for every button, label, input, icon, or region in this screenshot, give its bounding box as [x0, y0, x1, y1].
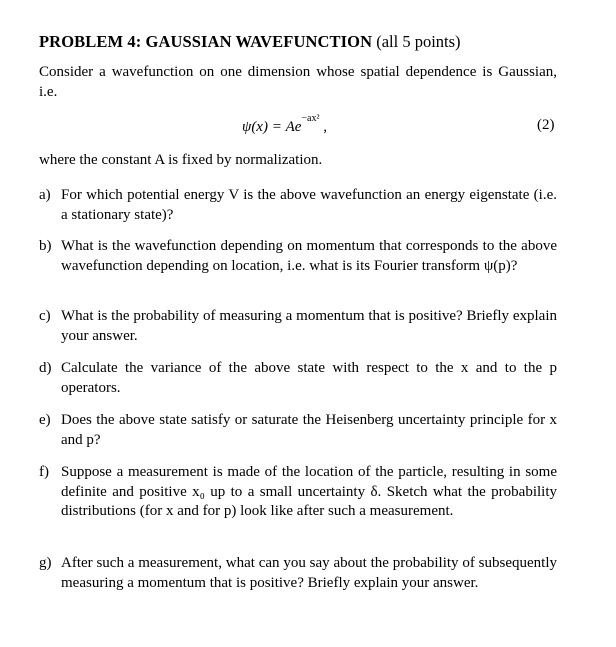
- part-g: [39, 554, 557, 593]
- equation-trail: ,: [323, 119, 327, 135]
- part-text: After such a measurement, what can you say about the probability of subsequently measuring a momentum that is positive? Briefly explain your answer.: [61, 555, 557, 591]
- equation-expression: [242, 113, 327, 136]
- part-text: What is the wavefunction depending on momentum that corresponds to the above wavefunction depending on location, i.e. what is its Fourier transform ψ(p)?: [61, 238, 557, 274]
- part-label: f): [39, 464, 49, 480]
- problem-title: [39, 32, 461, 52]
- part-e: [39, 411, 557, 450]
- equation-exponent: −ax²: [301, 113, 320, 124]
- part-text: For which potential energy V is the above wavefunction an energy eigenstate (i.e. a stationary state)?: [61, 187, 557, 223]
- equation-number: (2): [537, 117, 555, 133]
- part-text: Suppose a measurement is made of the location of the particle, resulting in some definite and positive x₀ up to a small uncertainty δ. Sketch what the probability distributions (for x and for p) look like after such a measurement.: [61, 464, 557, 519]
- problem-points: (all 5 points): [376, 32, 461, 51]
- equation-lhs: ψ(x) = Ae: [242, 119, 302, 135]
- equation-2: [0, 112, 616, 136]
- part-label: c): [39, 308, 51, 324]
- part-label: g): [39, 555, 52, 571]
- part-a: [39, 186, 557, 225]
- intro-paragraph: Consider a wavefunction on one dimension whose spatial dependence is Gaussian, i.e.: [39, 64, 557, 100]
- part-c: [39, 307, 557, 346]
- part-text: Does the above state satisfy or saturate the Heisenberg uncertainty principle for x and p?: [61, 412, 557, 448]
- part-label: d): [39, 360, 52, 376]
- part-text: Calculate the variance of the above state with respect to the x and to the p operators.: [61, 360, 557, 396]
- part-text: What is the probability of measuring a momentum that is positive? Briefly explain your answer.: [61, 308, 557, 344]
- part-b: [39, 237, 557, 276]
- part-label: e): [39, 412, 51, 428]
- part-label: b): [39, 238, 52, 254]
- part-label: a): [39, 187, 51, 203]
- normalization-sentence: where the constant A is fixed by normalization.: [39, 152, 323, 168]
- part-d: [39, 359, 557, 398]
- part-f: [39, 463, 557, 522]
- problem-heading: PROBLEM 4: GAUSSIAN WAVEFUNCTION: [39, 32, 373, 51]
